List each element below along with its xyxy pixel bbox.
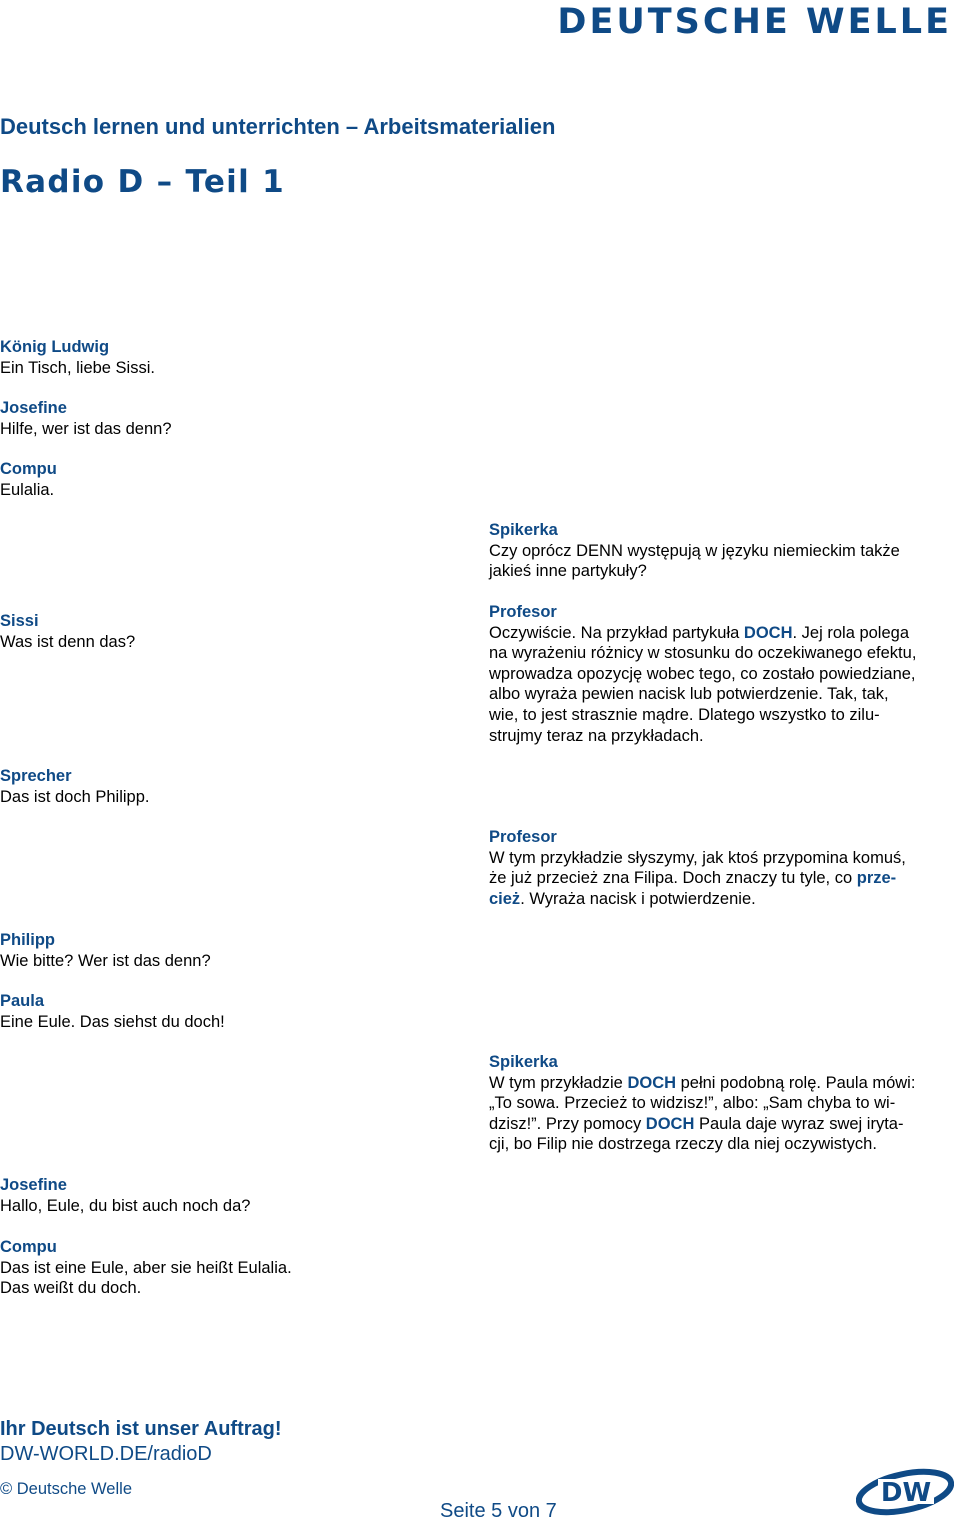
emphasis-doch: DOCH	[627, 1073, 677, 1092]
speaker-name: Sprecher	[0, 767, 72, 785]
commentary-line	[489, 1073, 953, 1094]
dw-logo-text: DW	[880, 1478, 932, 1508]
commentary-block	[489, 1052, 953, 1155]
dialogue-block	[0, 766, 150, 807]
commentary-block	[489, 827, 953, 909]
speaker-name: Philipp	[0, 931, 55, 949]
commentary-line: Czy oprócz DENN występują w języku niemieckim także	[489, 541, 900, 560]
dialogue-block	[0, 1237, 292, 1299]
dialogue-block	[0, 337, 155, 378]
speaker-name: Compu	[0, 460, 57, 478]
speaker-name: Spikerka	[489, 521, 558, 539]
commentary-line: strujmy teraz na przykładach.	[489, 726, 704, 745]
commentary-line: wprowadza opozycję wobec tego, co zostało powiedziane,	[489, 664, 916, 683]
dialogue-block	[0, 1175, 250, 1216]
commentary-line	[489, 868, 953, 889]
commentary-line: „To sowa. Przecież to widzisz!”, albo: „Sam chyba to wi-	[489, 1094, 896, 1113]
dialogue-line: Ein Tisch, liebe Sissi.	[0, 358, 155, 377]
speaker-name: Sissi	[0, 612, 39, 630]
text-run: że już przecież zna Filipa. Doch znaczy tu tyle, co	[489, 869, 857, 888]
commentary-block	[489, 602, 953, 746]
text-run: pełni podobną rolę. Paula mówi:	[676, 1073, 916, 1092]
commentary-line: na wyrażeniu różnicy w stosunku do oczekiwanego efektu,	[489, 644, 917, 663]
dialogue-line: Was ist denn das?	[0, 632, 136, 651]
speaker-name: Profesor	[489, 828, 557, 846]
brand-wordmark: DEUTSCHE WELLE	[557, 2, 952, 42]
dialogue-block	[0, 611, 135, 652]
dialogue-line: Hilfe, wer ist das denn?	[0, 419, 172, 438]
speaker-name: Josefine	[0, 1176, 67, 1194]
commentary-line	[489, 623, 953, 644]
footer-copyright: © Deutsche Welle	[0, 1480, 132, 1498]
speaker-name: Profesor	[489, 603, 557, 621]
text-run: . Wyraża nacisk i potwierdzenie.	[520, 889, 756, 908]
speaker-name: Paula	[0, 992, 45, 1010]
commentary-line	[489, 889, 953, 910]
dialogue-line: Das ist eine Eule, aber sie heißt Eulalia.	[0, 1258, 292, 1277]
commentary-line: cji, bo Filip nie dostrzega rzeczy dla niej oczywistych.	[489, 1135, 877, 1154]
text-run: dzisz!”. Przy pomocy	[489, 1114, 646, 1133]
speaker-name: Josefine	[0, 399, 67, 417]
text-run: Paula daje wyraz swej iryta-	[694, 1114, 904, 1133]
document-subtitle: Deutsch lernen und unterrichten – Arbeitsmaterialien	[0, 114, 556, 139]
emphasis-doch: DOCH	[645, 1114, 695, 1133]
dw-logo-icon	[856, 1466, 954, 1518]
emphasis-przeciez: prze-	[856, 869, 897, 888]
speaker-name: König Ludwig	[0, 338, 110, 356]
dialogue-block	[0, 991, 225, 1032]
dialogue-line: Eulalia.	[0, 480, 55, 499]
commentary-line: albo wyraża pewien nacisk lub potwierdzenie. Tak, tak,	[489, 685, 889, 704]
speaker-name: Spikerka	[489, 1053, 558, 1071]
emphasis-przeciez: cież	[489, 889, 521, 908]
page-number: Seite 5 von 7	[440, 1500, 557, 1522]
commentary-line: wie, to jest strasznie mądre. Dlatego wszystko to zilu-	[489, 705, 880, 724]
text-run: Oczywiście. Na przykład partykuła	[489, 623, 744, 642]
dialogue-block	[0, 398, 172, 439]
document-title: Radio D – Teil 1	[0, 164, 285, 200]
footer-slogan: Ihr Deutsch ist unser Auftrag!	[0, 1418, 282, 1440]
dialogue-line: Eine Eule. Das siehst du doch!	[0, 1012, 225, 1031]
dialogue-line: Das weißt du doch.	[0, 1279, 142, 1298]
commentary-line	[489, 1114, 953, 1135]
commentary-line: W tym przykładzie słyszymy, jak ktoś przypomina komuś,	[489, 848, 906, 867]
dialogue-block	[0, 459, 57, 500]
text-run: W tym przykładzie	[489, 1073, 628, 1092]
dialogue-line: Wie bitte? Wer ist das denn?	[0, 951, 211, 970]
text-run: . Jej rola polega	[792, 623, 910, 642]
footer-url[interactable]: DW-WORLD.DE/radioD	[0, 1443, 212, 1465]
dialogue-block	[0, 930, 211, 971]
commentary-block	[489, 520, 953, 582]
speaker-name: Compu	[0, 1238, 57, 1256]
emphasis-doch: DOCH	[743, 623, 793, 642]
dialogue-line: Hallo, Eule, du bist auch noch da?	[0, 1196, 251, 1215]
commentary-line: jakieś inne partykuły?	[489, 562, 647, 581]
dialogue-line: Das ist doch Philipp.	[0, 787, 150, 806]
